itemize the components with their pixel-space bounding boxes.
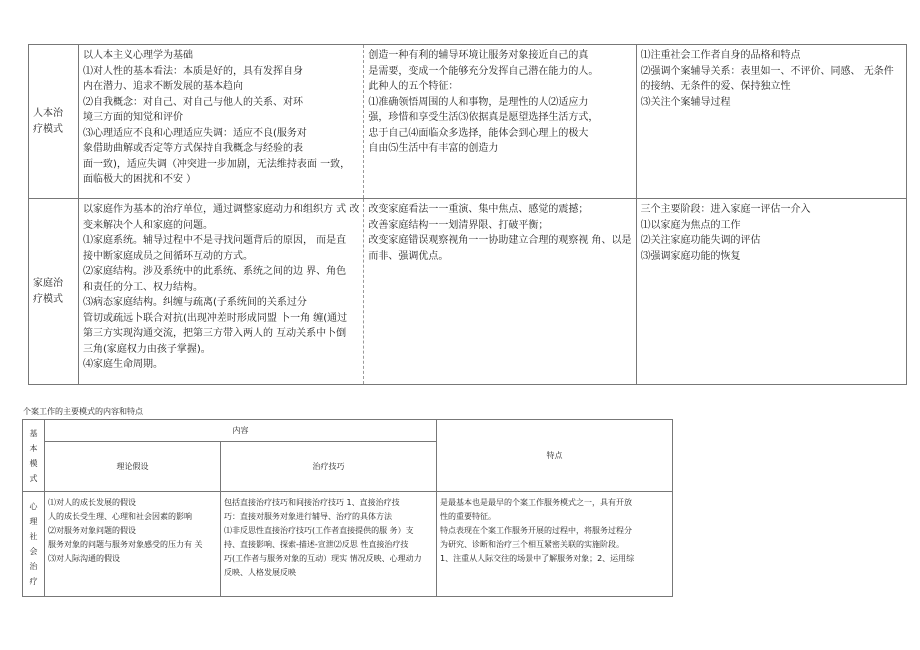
text-line: 接中断家庭成员之间循环互动的方式。 [83, 250, 253, 262]
text-line: 巧(工作者与服务对象的互动）现实 情况反映、心理动力 [224, 554, 422, 563]
text-line: 以人本主义心理学为基础 [83, 50, 193, 61]
text-line: ⑴家庭系统。辅导过程中不是寻找问题背后的原因， 而是直 [83, 235, 347, 246]
table-caption: 个案工作的主要模式的内容和特点 [23, 407, 143, 416]
text-line: 人的成长受生理、心理和社会因素的影响 [48, 512, 192, 521]
text-line: 改变家庭错误观察视角一一协助建立合理的观察视 角、以是 [368, 235, 632, 246]
text-line: 服务对象的问题与服务对象感受的压力有 关 [48, 540, 203, 549]
text-line: ⑴非反思性直接治疗技巧(工作者直接提供的服 务）支 [224, 526, 414, 535]
theory-cell [79, 199, 364, 385]
features-cell [437, 492, 673, 597]
text-line: 持、直接影响、探索-描述-宣泄⑵反思 性直接治疗技 [224, 540, 409, 549]
text-line: 自由⑸生活中有丰富的创造力 [368, 143, 499, 154]
text-line: 变来解决个人和家庭的问题。 [83, 219, 213, 231]
text-line: 三个主要阶段：进入家庭一评估一介入 [640, 204, 811, 215]
text-line: 为研究、诊断和治疗三个相互紧密关联的实施阶段。 [440, 540, 624, 549]
mode-header: 基本模式 [29, 428, 38, 483]
text-line: ⑵关注家庭功能失调的评估 [640, 235, 761, 246]
text-line: ⑶关注个案辅导过程 [640, 96, 731, 108]
text-line: 管切或疏远卜联合对抗(出现冲差时形成同盟 卜一角 缠(通过 [83, 312, 348, 324]
theory-cell [79, 45, 364, 199]
text-line: 创造一种有利的辅导环境让服务对象接近自己的真 [368, 50, 589, 61]
mode-name-cell [23, 492, 45, 597]
text-line: 面一致)，适应失调（冲突进一步加剧，无法维持表面 一致， [83, 158, 351, 170]
table-row [29, 45, 907, 199]
case-work-models-table [22, 419, 673, 597]
text-line: 1、注重从人际交往的场景中了解服务对象；2、运用综 [440, 554, 635, 563]
goal-cell [364, 199, 636, 385]
text-line: 是需要，变成一个能够充分发挥自己潜在能力的人。 [368, 65, 599, 77]
text-line: 和责任的分工、权力结构。 [83, 281, 203, 293]
text-line: ⑶心理适应不良和心理适应失调：适应不良(服务对 [83, 127, 307, 139]
text-line: 性的重要特征。 [440, 512, 496, 521]
text-line: 境三方面的知觉和评价 [83, 112, 183, 123]
text-line: 而非、强调优点。 [368, 250, 449, 262]
text-line: 的接纳、无条件的爱、保持独立性 [640, 81, 791, 92]
text-line: ⑴准确领悟周围的人和事物，是理性的人⑵适应力 [368, 96, 589, 108]
feature-cell [636, 199, 906, 385]
text-line: ⑷家庭生命周期。 [83, 359, 163, 370]
text-line: 是最基本也是最早的个案工作服务模式之一，具有开放 [440, 498, 632, 507]
text-line: 巧：直接对服务对象进行辅导、治疗的具体方法 [224, 512, 392, 521]
text-line: ⑵对服务对象问题的假设 [48, 526, 136, 535]
table-row [23, 492, 673, 597]
text-line: 强，珍惜和享受生活⑶依据真是愿望选择生活方式， [368, 112, 599, 123]
features-header: 特点 [437, 420, 673, 492]
text-line: 忠于自己⑷面临众多选择，能体会到心理上的极大 [368, 127, 589, 139]
text-line: ⑶病态家庭结构。纠缠与疏离(子系统间的关系过分 [83, 297, 307, 308]
text-line: ⑶强调家庭功能的恢复 [640, 250, 741, 262]
text-line: ⑴注重社会工作者自身的品格和特点 [640, 50, 801, 61]
treatment-models-table [28, 44, 907, 385]
text-line: 面临极大的困扰和不安 ） [83, 174, 197, 185]
text-line: 此种人的五个特征： [368, 81, 459, 92]
technique-header: 治疗技巧 [221, 442, 437, 492]
goal-cell [364, 45, 636, 199]
text-line: 以家庭作为基本的治疗单位，通过调整家庭动力和组织方 式 改 [83, 204, 360, 215]
theory-cell [45, 492, 221, 597]
text-line: ⑴对人性的基本看法：本质是好的，具有发挥自身 [83, 65, 303, 77]
technique-cell [221, 492, 437, 597]
mode-header-cell [23, 420, 45, 492]
feature-cell [636, 45, 906, 199]
text-line: 第三方实现沟通交流，把第三方带入两人的 互动关系中卜倒 [83, 328, 347, 339]
model-name: 家庭治 疗模式 [33, 278, 63, 305]
content-header: 内容 [45, 420, 437, 442]
text-line: 特点表现在个案工作服务开展的过程中，将服务过程分 [440, 526, 632, 535]
text-line: 改变家庭看法一一重演、集中焦点、感觉的震撼； [368, 204, 589, 215]
mode-name: 心理社会治疗 [29, 502, 38, 586]
theory-header: 理论假设 [45, 442, 221, 492]
text-line: ⑴以家庭为焦点的工作 [640, 219, 741, 231]
table-header-row [23, 420, 673, 442]
text-line: ⑵自我概念：对自己、对自己与他人的关系、对环 [83, 96, 303, 108]
text-line: 象借助曲解或否定等方式保持自我概念与经验的表 [83, 143, 303, 154]
model-name: 人本治 疗模式 [33, 108, 63, 135]
text-line: 反映、人格发展反映 [224, 568, 296, 577]
text-line: 包括直接治疗技巧和间接治疗技巧 1、直接治疗技 [224, 498, 400, 507]
text-line: 改善家庭结构一一划清界限、打破平衡； [368, 219, 549, 231]
model-name-cell [29, 199, 79, 385]
text-line: ⑵家庭结构。涉及系统中的此系统、系统之间的边 界、角色 [83, 266, 347, 277]
table-row [29, 199, 907, 385]
text-line: ⑴对人的成长发展的假设 [48, 498, 136, 507]
model-name-cell [29, 45, 79, 199]
text-line: ⑶对人际沟通的假设 [48, 554, 120, 563]
text-line: 三角(家庭权力由孩子掌握)。 [83, 343, 211, 355]
text-line: 内在潜力、追求不断发展的基本趋向 [83, 81, 243, 92]
text-line: ⑵强调个案辅导关系：表里如一、不评价、同感、 无条件 [640, 65, 894, 77]
